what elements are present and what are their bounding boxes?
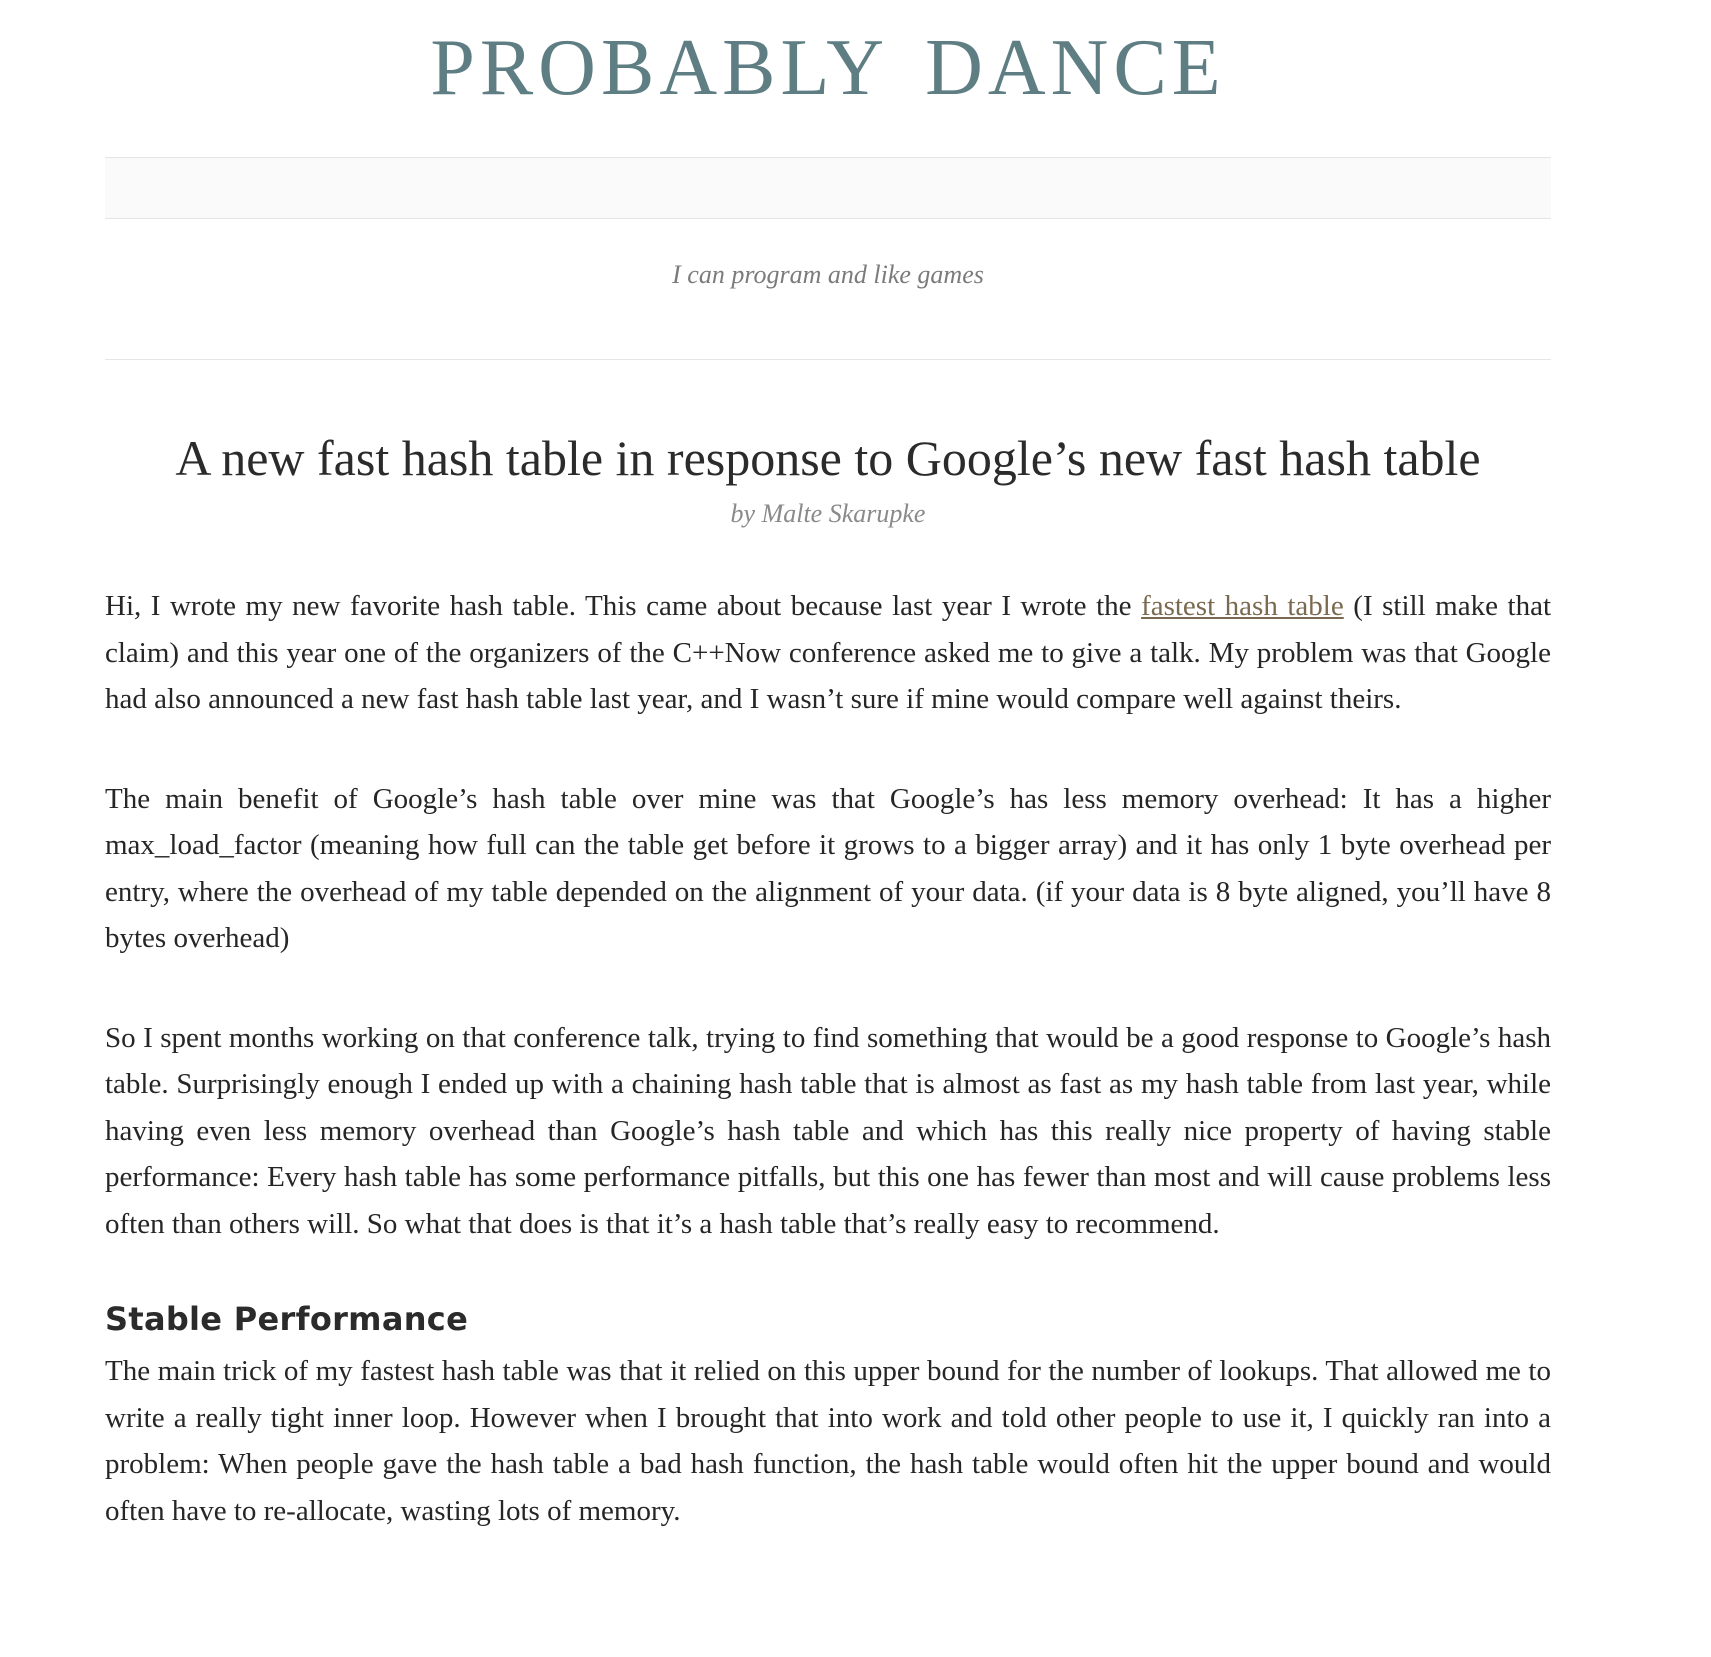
navigation-bar: [105, 157, 1551, 219]
site-tagline: I can program and like games: [672, 260, 984, 289]
post-content: [105, 583, 1551, 1534]
paragraph-memory-overhead: The main benefit of Google’s hash table over mine was that Google’s has less memory overhead: It has a higher max_load_factor (meaning how full can the table get before it grows to a bigger array) and it has only 1 byte overhead per entry, where the overhead of my table depended on the alignment of your data. (if your data is 8 byte aligned, you’ll have 8 bytes overhead): [105, 782, 1551, 954]
site-header: [0, 0, 1711, 360]
paragraph-intro-text-before: Hi, I wrote my new favorite hash table. This came about because last year I wrote the: [105, 590, 1142, 622]
header-divider: [105, 359, 1551, 360]
post-title[interactable]: A new fast hash table in response to Google’s new fast hash table: [175, 430, 1481, 486]
fastest-hash-table-link[interactable]: fastest hash table: [1141, 590, 1344, 622]
paragraph-intro: [105, 583, 1551, 723]
post-byline: by Malte Skarupke: [730, 499, 926, 528]
paragraph-conference-talk: So I spent months working on that conference talk, trying to find something that would be a good response to Google’s hash table. Surprisingly enough I ended up with a chaining hash table that is almost as fast as my hash table from last year, while having even less memory overhead than Google’s hash table and which has this really nice property of having stable performance: Every hash table has some performance pitfalls, but this one has fewer than most and will cause problems less often than others will. So what that does is that it’s a hash table that’s really easy to recommend.: [105, 1021, 1551, 1240]
section-heading-stable-performance: Stable Performance: [105, 1300, 469, 1338]
paragraph-intro-text-after: (I still make that claim) and this year one of the organizers of the C++Now conference asked me to give a talk. My problem was that Google had also announced a new fast hash table last year, and I wasn’t sure if mine would compare well against theirs.: [105, 590, 1552, 715]
site-title[interactable]: PROBABLY DANCE: [430, 24, 1226, 112]
paragraph-main-trick: The main trick of my fastest hash table was that it relied on this upper bound for the number of lookups. That allowed me to write a really tight inner loop. However when I brought that into work and told other people to use it, I quickly ran into a problem: When people gave the hash table a bad hash function, the hash table would often hit the upper bound and would often have to re-allocate, wasting lots of memory.: [105, 1355, 1551, 1527]
